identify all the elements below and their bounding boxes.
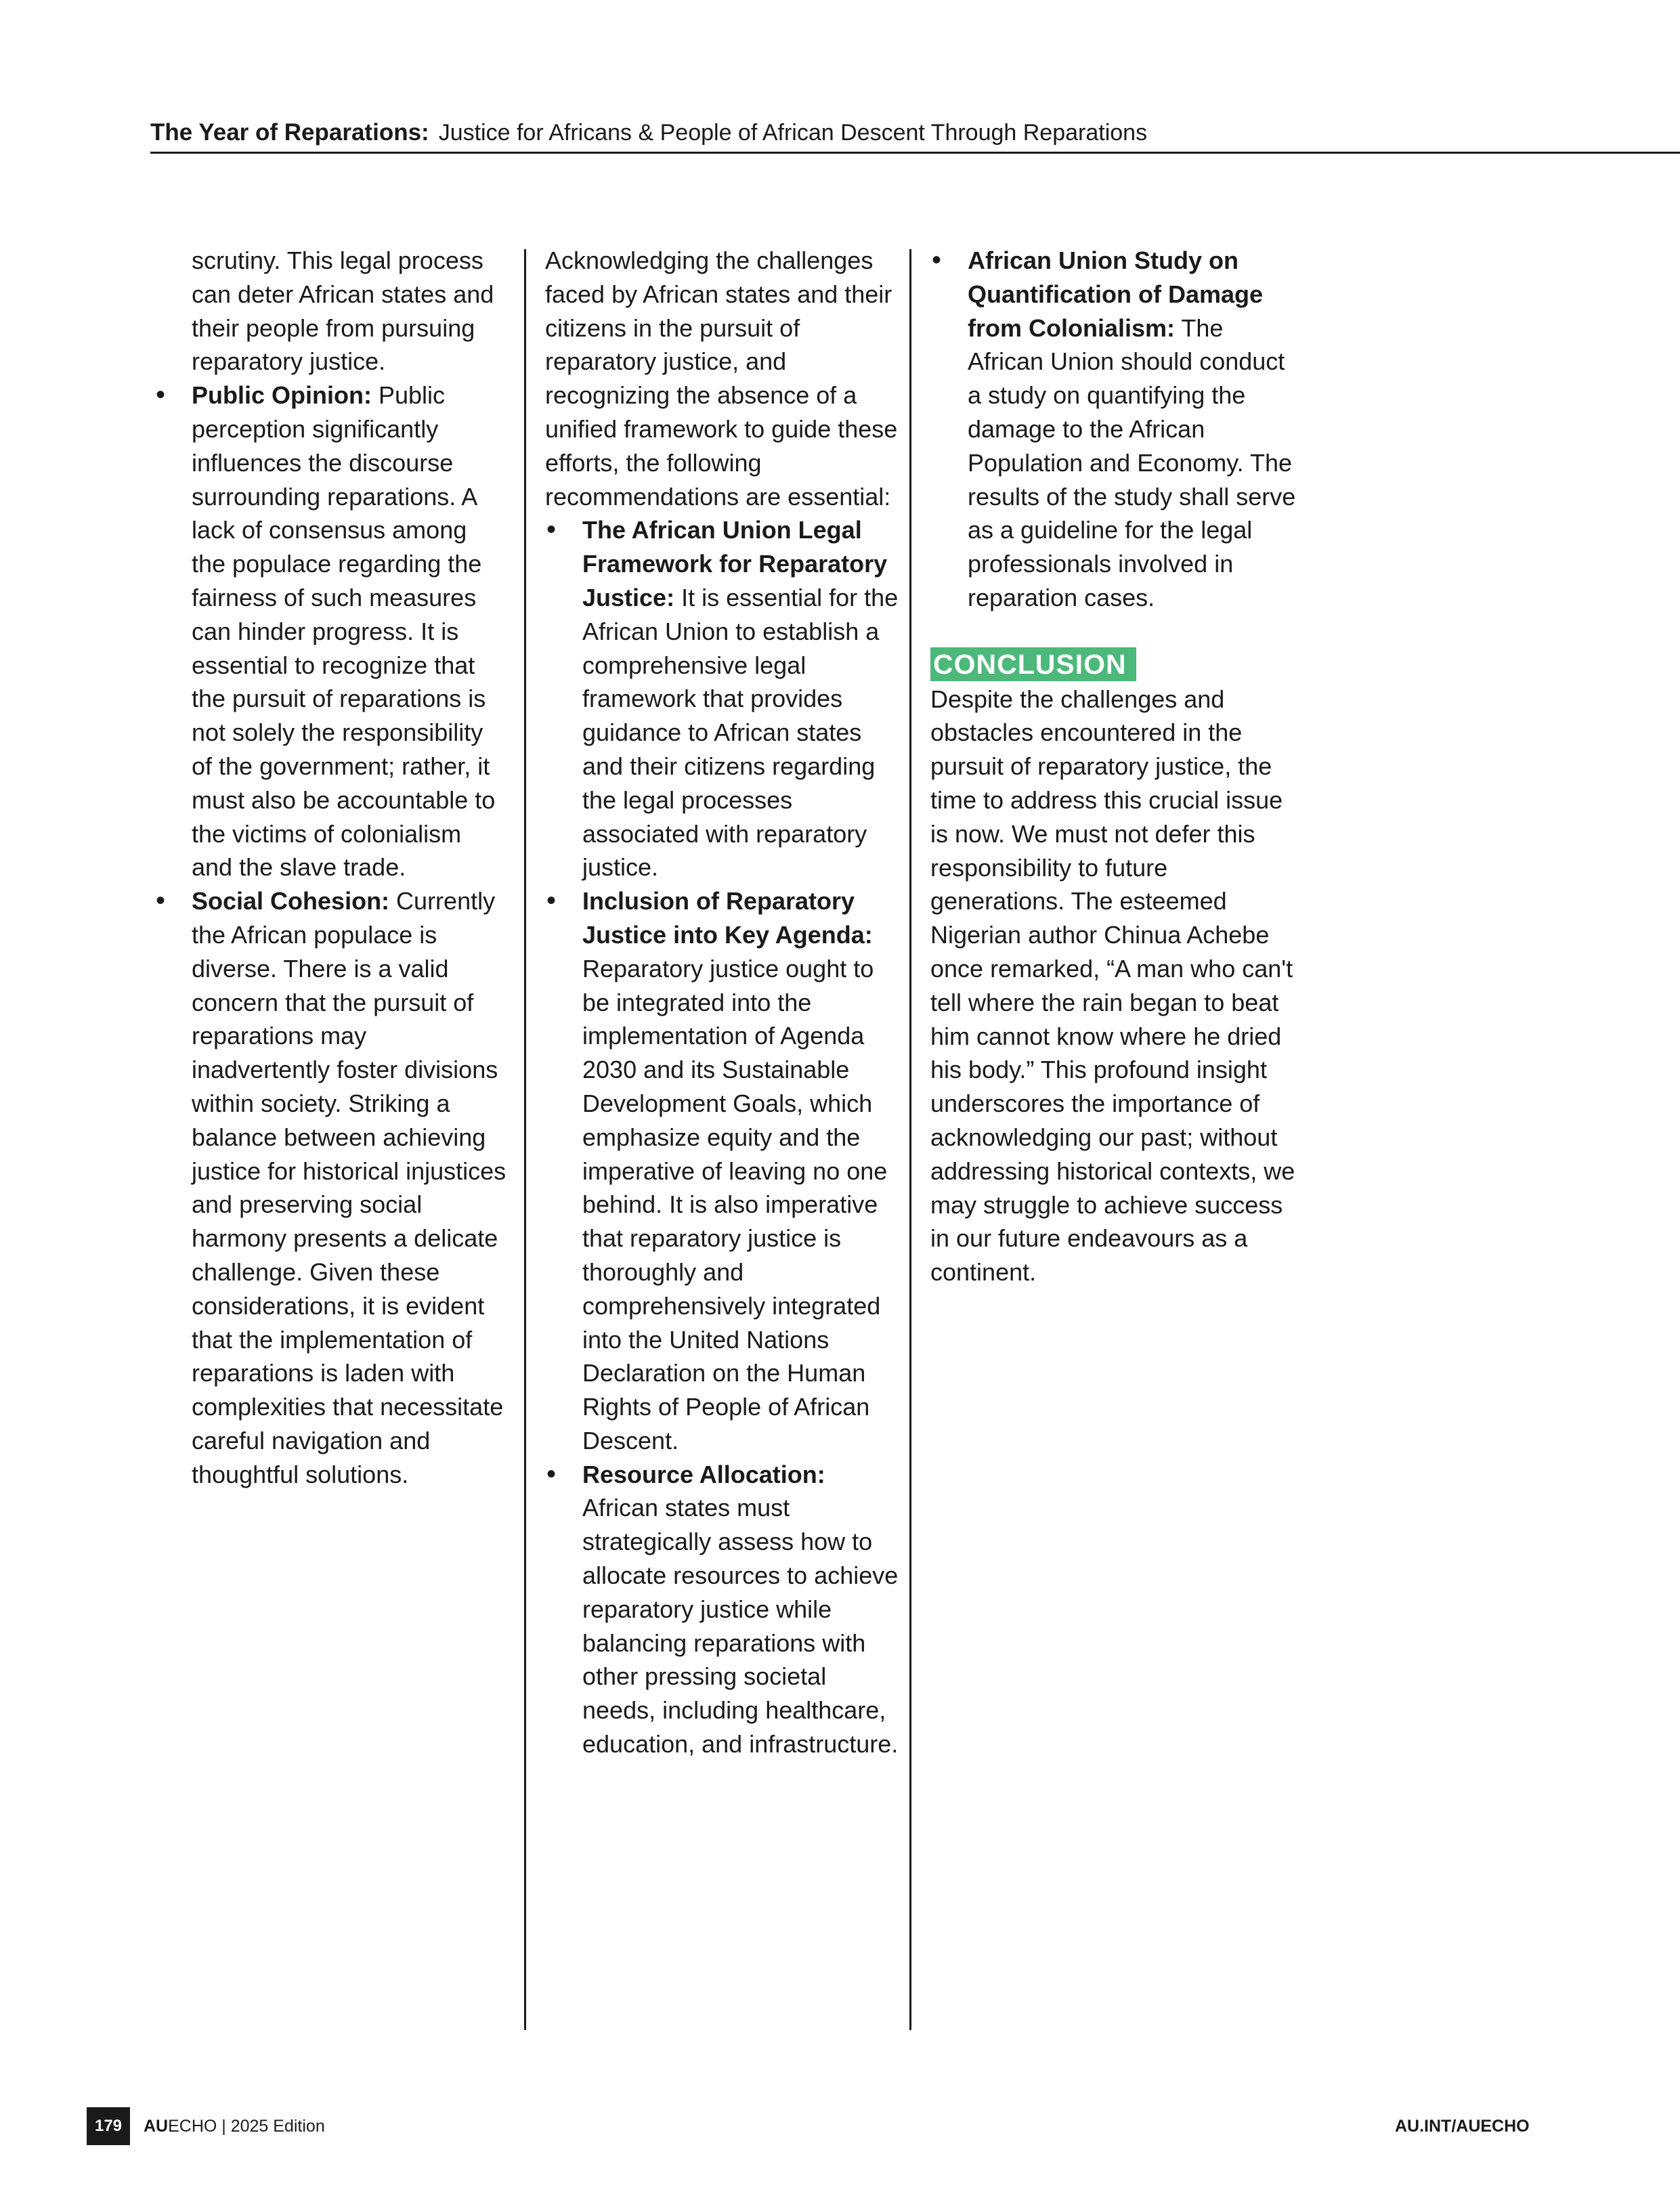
- publication-edition: ECHO | 2025 Edition: [168, 2117, 325, 2136]
- running-header: [150, 116, 1147, 149]
- publication-name-bold: AU: [144, 2117, 169, 2136]
- column-divider: [909, 249, 911, 2030]
- list-item: [545, 1458, 904, 1761]
- list-item-term: The African Union Legal Framework for Reparatory Justice:: [582, 516, 888, 611]
- column-3-list: [930, 244, 1296, 615]
- column-1-intro: scrutiny. This legal process can deter African states and their people from pursuing reparatory justice.: [192, 246, 494, 376]
- column-2: [545, 244, 904, 1761]
- footer-url: AU.INT/AUECHO: [1395, 2117, 1530, 2136]
- list-item-text: The African Union should conduct a study on quantifying the damage to the African Population and Economy. The results of the study shall serve as a guideline for the legal professionals involved in reparation cases.: [968, 314, 1296, 611]
- list-item-term: Resource Allocation:: [582, 1460, 825, 1488]
- list-item: [154, 884, 507, 1491]
- list-item: [154, 379, 507, 884]
- column-1-list: [154, 379, 507, 1491]
- conclusion-text: Despite the challenges and obstacles encountered in the pursuit of reparatory justice, the time to address this crucial issue is now. We must not defer this responsibility to future generations. The esteemed Nigerian author Chinua Achebe once remarked, “A man who can't tell where the rain began to beat him cannot know where he dried his body.” This profound insight underscores the importance of acknowledging our past; without addressing historical contexts, we may struggle to achieve success in our future endeavours as a continent.: [930, 685, 1295, 1287]
- list-item-term: Social Cohesion:: [192, 887, 390, 915]
- list-item-text: Reparatory justice ought to be integrated into the implementation of Agenda 2030 and its Sustainable Development Goals, which emphasize equity and the imperative of leaving no one behind. It is also imperative that reparatory justice is thoroughly and comprehensively integrated into the United Nations Declaration on the Human Rights of People of African Descent.: [582, 954, 888, 1454]
- header-rule: [150, 152, 1680, 154]
- column-3: [930, 244, 1296, 1289]
- page-number: 179: [87, 2107, 130, 2145]
- header-subtitle: Justice for Africans & People of African Descent Through Reparations: [438, 120, 1148, 146]
- recommendations-list: [545, 513, 904, 1761]
- list-item: [545, 513, 904, 884]
- column-1: [154, 244, 507, 1491]
- list-item-term: Public Opinion:: [192, 381, 372, 410]
- list-item: [545, 884, 904, 1458]
- column-2-intro: Acknowledging the challenges faced by African states and their citizens in the pursuit of reparatory justice, and recognizing the absence of a unified framework to guide these efforts, the following recommendations are essential:: [545, 246, 898, 511]
- column-divider: [524, 249, 526, 2030]
- list-item-term: African Union Study on Quantification of Damage from Colonialism:: [968, 246, 1264, 342]
- list-item: [930, 244, 1296, 615]
- publication-name: [144, 2114, 325, 2138]
- conclusion-heading: CONCLUSION: [930, 647, 1136, 681]
- list-item-text: Public perception significantly influences the discourse surrounding reparations. A lack of consensus among the populace regarding the fairness of such measures can hinder progress. It is essential to recognize that the pursuit of reparations is not solely the responsibility of the government; rather, it must also be accountable to the victims of colonialism and the slave trade.: [192, 381, 496, 882]
- list-item-text: It is essential for the African Union to establish a comprehensive legal framework that provides guidance to African states and their citizens regarding the legal processes associated with reparatory justice.: [582, 583, 899, 882]
- list-item-text: African states must strategically assess how to allocate resources to achieve reparatory justice while balancing reparations with other pressing societal needs, including healthcare, education, and infrastructure.: [582, 1494, 899, 1759]
- list-item-text: Currently the African populace is diverse. There is a valid concern that the pursuit of reparations may inadvertently foster divisions within society. Striking a balance between achieving justice for historical injustices and preserving social harmony presents a delicate challenge. Given these considerations, it is evident that the implementation of reparations is laden with complexities that necessitate careful navigation and thoughtful solutions.: [192, 887, 507, 1488]
- list-item-term: Inclusion of Reparatory Justice into Key Agenda:: [582, 887, 873, 949]
- header-title-bold: The Year of Reparations:: [150, 119, 429, 146]
